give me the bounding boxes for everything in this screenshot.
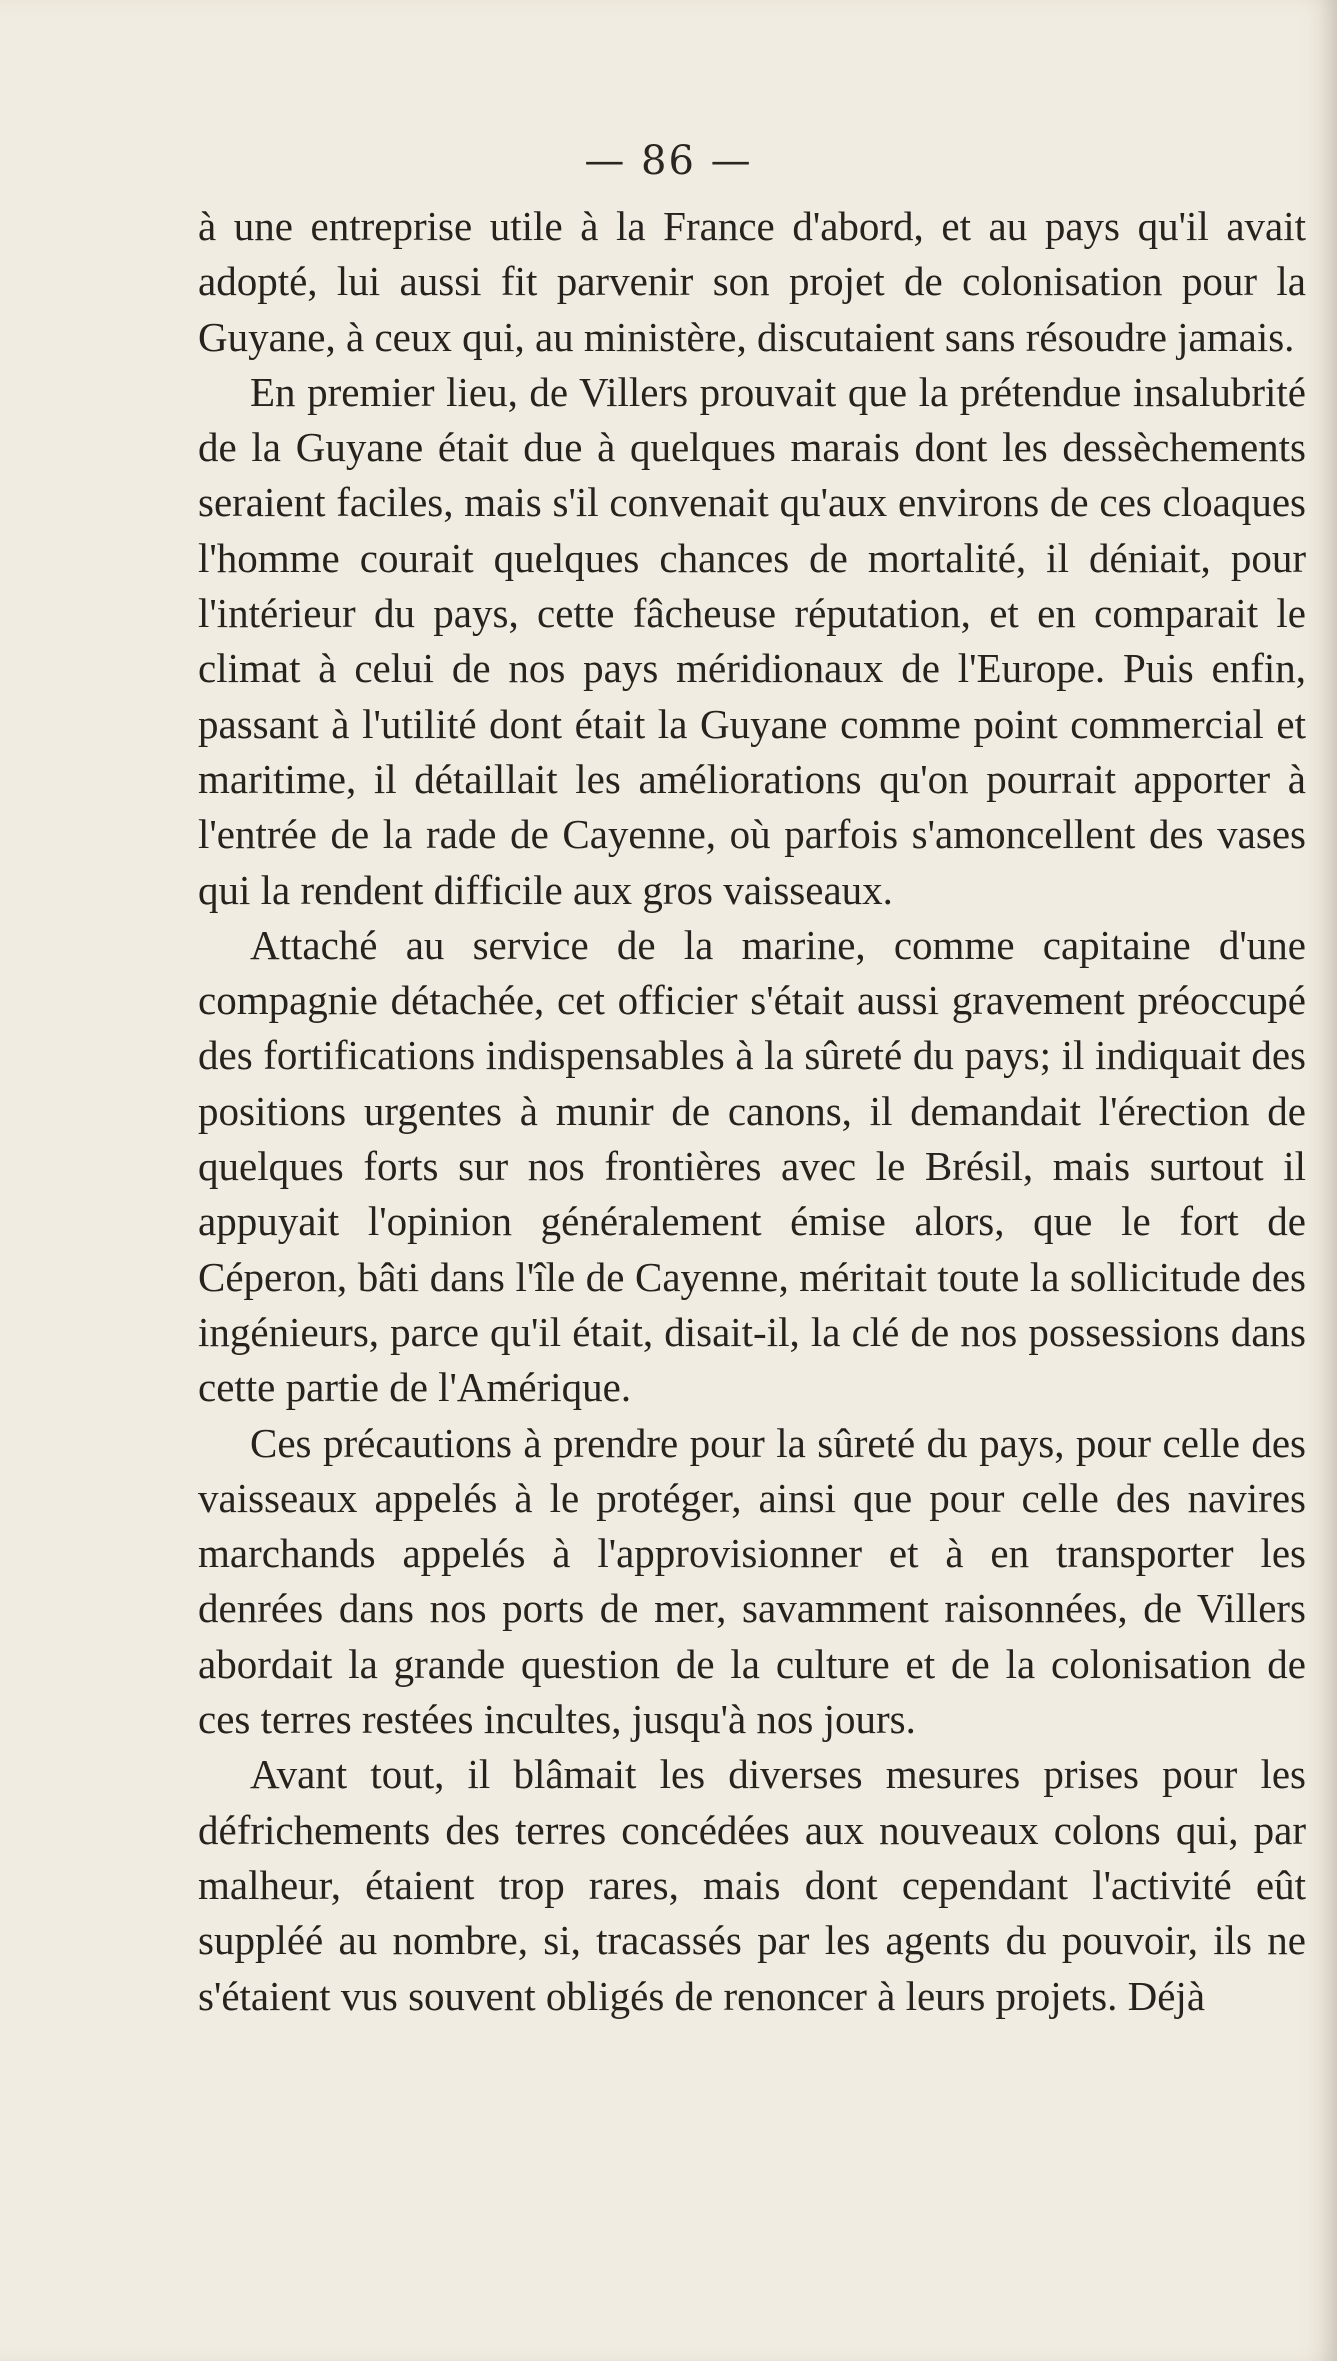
paragraph: En premier lieu, de Villers prouvait que la prétendue insalubrité de la Guyane était due à quelques marais dont les dessèchements seraient faciles, mais s'il convenait qu'aux environs de ces cloaques l'homme courait quelques chances de mortalité, il déniait, pour l'intérieur du pays, cette fâcheuse réputation, et en comparait le climat à celui de nos pays méridionaux de l'Europe. Puis enfin, passant à l'utilité dont était la Guyane comme point commercial et maritime, il détaillait les améliorations qu'on pourrait apporter à l'entrée de la rade de Cayenne, où parfois s'amoncellent des vases qui la rendent difficile aux gros vaisseaux. xyxy=(198,368,1306,913)
paragraph: à une entreprise utile à la France d'abord, et au pays qu'il avait adopté, lui aussi fit parvenir son projet de colonisation pour la Guyane, à ceux qui, au ministère, discutaient sans résoudre jamais. xyxy=(198,203,1306,360)
paragraph: Attaché au service de la marine, comme capitaine d'une compagnie détachée, cet officier s'était aussi gravement préoccupé des fortifications indispensables à la sûreté du pays; il indiquait des positions urgentes à munir de canons, il demandait l'érection de quelques forts sur nos frontières avec le Brésil, mais surtout il appuyait l'opinion généralement émise alors, que le fort de Céperon, bâti dans l'île de Cayenne, méritait toute la sollicitude des ingénieurs, parce qu'il était, disait-il, la clé de nos possessions dans cette partie de l'Amérique. xyxy=(198,921,1306,1411)
paragraph: Ces précautions à prendre pour la sûreté du pays, pour celle des vaisseaux appelés à le protéger, ainsi que pour celle des navires marchands appelés à l'approvisionner et à en transporter les denrées dans nos ports de mer, savamment raisonnées, de Villers abordait la grande question de la culture et de la colonisation de ces terres restées incultes, jusqu'à nos jours. xyxy=(198,1419,1306,1743)
page-number: — 86 — xyxy=(584,138,753,184)
paragraph: Avant tout, il blâmait les diverses mesures prises pour les défrichements des terres concédées aux nouveaux colons qui, par malheur, étaient trop rares, mais dont cependant l'activité eût suppléé au nombre, si, tracassés par les agents du pouvoir, ils ne s'étaient vus souvent obligés de renoncer à leurs projets. Déjà xyxy=(198,1751,1306,2019)
body-text xyxy=(198,199,1306,2024)
